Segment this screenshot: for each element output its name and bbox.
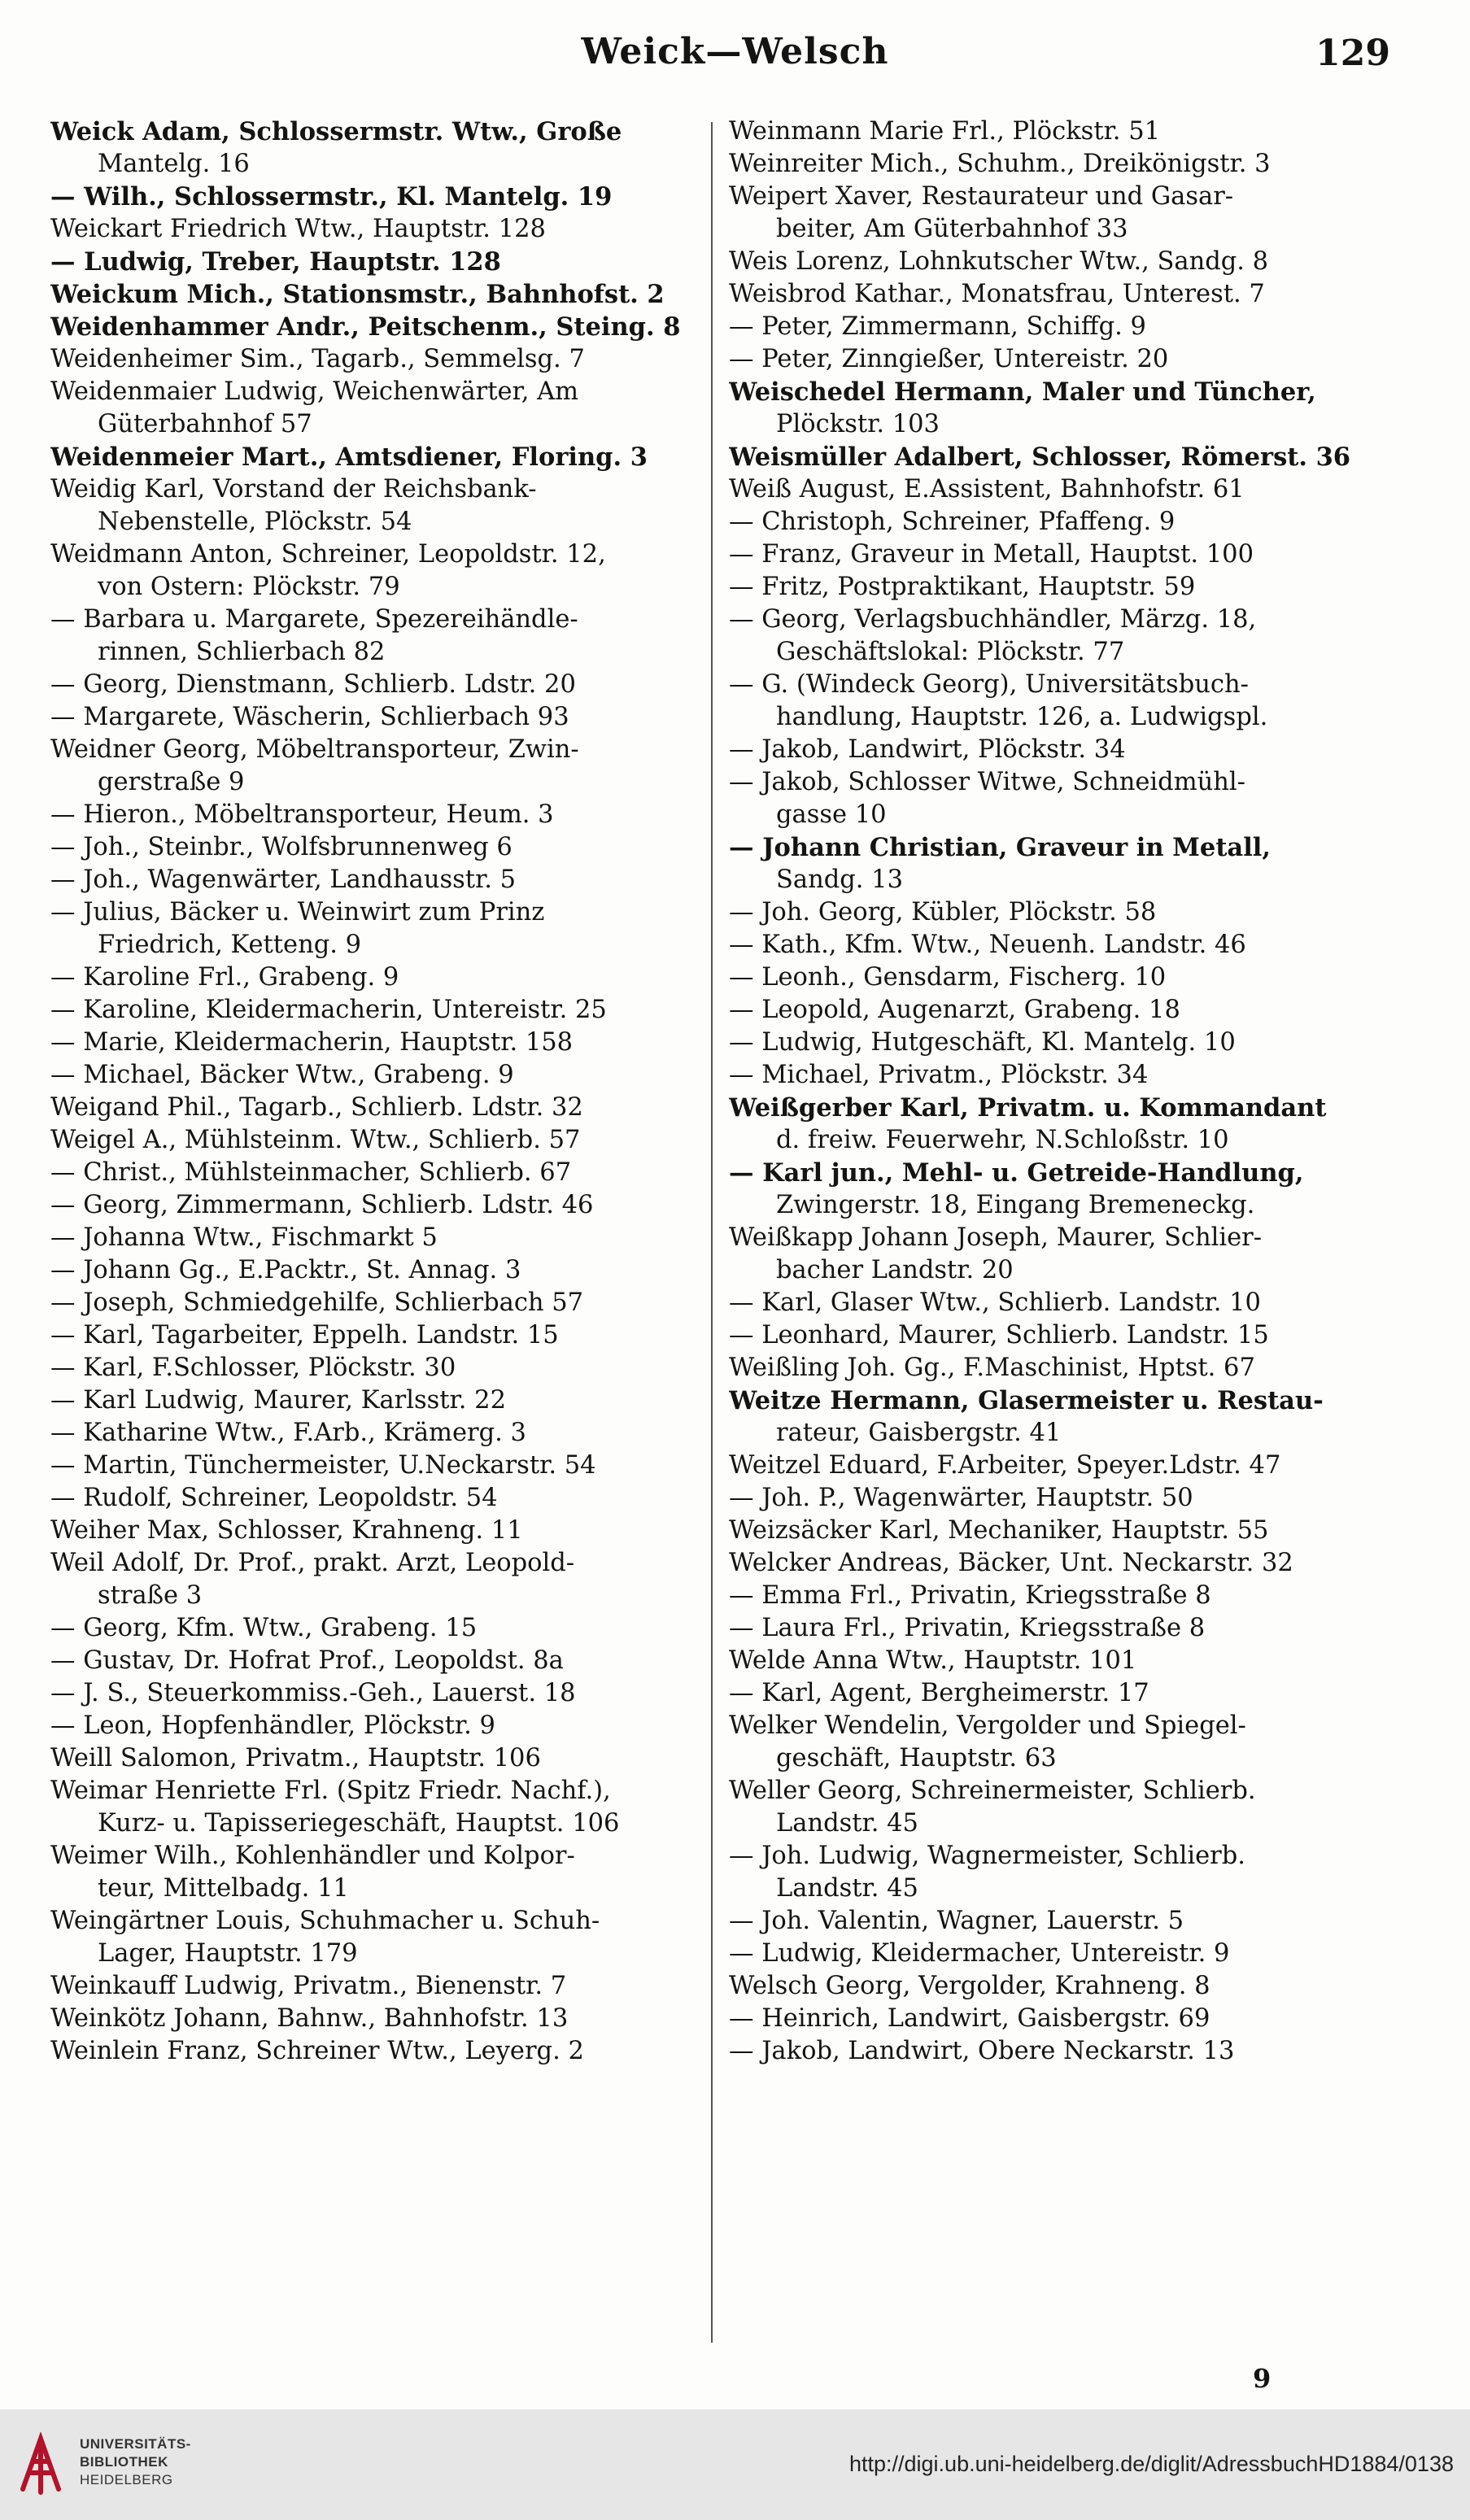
directory-entry-line	[729, 2035, 1401, 2068]
directory-entry-line	[50, 1710, 718, 1742]
entry-text: Zwingerstr. 18, Eingang Bremeneckg.	[776, 1191, 1255, 1219]
directory-entry-line	[50, 1873, 718, 1905]
directory-entry-line	[50, 961, 718, 994]
directory-entry-line	[50, 1775, 718, 1807]
page-number: 129	[1315, 33, 1390, 74]
entry-text: Weick Adam, Schlossermstr. Wtw., Große	[50, 117, 622, 146]
directory-entry-line	[50, 506, 718, 538]
entry-text: — Karoline Frl., Grabeng. 9	[50, 963, 399, 992]
entry-text: Weinmann Marie Frl., Plöckstr. 51	[729, 117, 1161, 146]
right-column	[729, 116, 1401, 2344]
directory-entry-line	[50, 1645, 718, 1677]
entry-text: — Wilh., Schlossermstr., Kl. Mantelg. 19	[50, 182, 613, 211]
entry-text: handlung, Hauptstr. 126, a. Ludwigspl.	[776, 703, 1268, 731]
entry-text: Mantelg. 16	[98, 150, 250, 178]
directory-entry-line	[729, 1384, 1401, 1417]
directory-entry-line	[50, 473, 718, 506]
directory-entry-line	[729, 636, 1401, 669]
directory-entry-line	[729, 604, 1401, 636]
entry-text: rinnen, Schlierbach 82	[98, 638, 386, 666]
entry-text: — Johann Christian, Graveur in Metall,	[729, 833, 1271, 862]
directory-entry-line	[50, 1970, 718, 2003]
directory-entry-line	[50, 441, 718, 473]
entry-text: d. freiw. Feuerwehr, N.Schloßstr. 10	[776, 1126, 1229, 1154]
entry-text: Güterbahnhof 57	[98, 410, 312, 438]
entry-text: — Kath., Kfm. Wtw., Neuenh. Landstr. 46	[729, 931, 1246, 959]
directory-entry-line	[729, 734, 1401, 766]
directory-entry-line	[50, 1287, 718, 1319]
directory-entry-line	[50, 1547, 718, 1580]
directory-entry-line	[729, 1222, 1401, 1254]
directory-entry-line	[729, 1417, 1401, 1450]
entry-text: — Joh. P., Wagenwärter, Hauptstr. 50	[729, 1484, 1193, 1512]
directory-entry-line	[50, 1612, 718, 1645]
entry-text: — Leopold, Augenarzt, Grabeng. 18	[729, 996, 1180, 1024]
directory-entry-line	[50, 2003, 718, 2035]
entry-text: Weizsäcker Karl, Mechaniker, Hauptstr. 55	[729, 1516, 1269, 1545]
entry-text: — Johann Gg., E.Packtr., St. Annag. 3	[50, 1256, 521, 1284]
directory-entry-line	[729, 669, 1401, 701]
university-seal-icon[interactable]	[18, 2432, 63, 2497]
entry-text: Weidmann Anton, Schreiner, Leopoldstr. 12,	[50, 540, 606, 569]
entry-text: — Margarete, Wäscherin, Schlierbach 93	[50, 703, 569, 731]
entry-text: — Ludwig, Kleidermacher, Untereistr. 9	[729, 1939, 1230, 1968]
entry-text: Weidenheimer Sim., Tagarb., Semmelsg. 7	[50, 345, 585, 373]
directory-entry-line	[50, 1840, 718, 1873]
directory-entry-line	[729, 343, 1401, 376]
entry-text: — Hieron., Möbeltransporteur, Heum. 3	[50, 800, 554, 829]
logo-line: UNIVERSITÄTS-	[80, 2436, 191, 2452]
entry-text: Weill Salomon, Privatm., Hauptstr. 106	[50, 1744, 541, 1772]
entry-text: — G. (Windeck Georg), Universitätsbuch-	[729, 670, 1249, 699]
entry-text: — Franz, Graveur in Metall, Hauptst. 100	[729, 540, 1254, 569]
directory-entry-line	[50, 246, 718, 278]
directory-entry-line	[729, 1775, 1401, 1807]
entry-text: — Katharine Wtw., F.Arb., Krämerg. 3	[50, 1419, 526, 1447]
directory-entry-line	[50, 766, 718, 799]
directory-entry-line	[729, 929, 1401, 961]
entry-text: von Ostern: Plöckstr. 79	[98, 573, 400, 601]
entry-text: Landstr. 45	[776, 1874, 918, 1903]
entry-text: Weimar Henriette Frl. (Spitz Friedr. Nachf.),	[50, 1777, 611, 1805]
entry-text: — Georg, Kfm. Wtw., Grabeng. 15	[50, 1614, 478, 1642]
directory-entry-line	[50, 148, 718, 181]
entry-text: — Heinrich, Landwirt, Gaisbergstr. 69	[729, 2004, 1210, 2033]
entry-text: Welcker Andreas, Bäcker, Unt. Neckarstr. 32	[729, 1549, 1293, 1577]
directory-entry-line	[50, 311, 718, 343]
directory-entry-line	[50, 116, 718, 148]
entry-text: Weidenhammer Andr., Peitschenm., Steing. 8	[50, 312, 681, 342]
directory-entry-line	[729, 1157, 1401, 1189]
entry-text: Weißkapp Johann Joseph, Maurer, Schlier-	[729, 1223, 1263, 1252]
directory-entry-line	[50, 181, 718, 213]
directory-entry-line	[50, 799, 718, 831]
entry-text: Weinreiter Mich., Schuhm., Dreikönigstr. 3	[729, 150, 1271, 178]
directory-entry-line	[729, 148, 1401, 181]
directory-entry-line	[50, 929, 718, 961]
directory-entry-line	[50, 2035, 718, 2068]
entry-text: Weiher Max, Schlosser, Krahneng. 11	[50, 1516, 523, 1545]
directory-entry-line	[50, 1157, 718, 1189]
entry-text: gerstraße 9	[98, 768, 245, 796]
entry-text: — Karoline, Kleidermacherin, Untereistr. 25	[50, 996, 607, 1024]
directory-entry-line	[729, 311, 1401, 343]
directory-entry-line	[729, 571, 1401, 604]
entry-text: Weinlein Franz, Schreiner Wtw., Leyerg. 2	[50, 2037, 584, 2065]
directory-entry-line	[729, 1287, 1401, 1319]
entry-text: straße 3	[98, 1581, 203, 1610]
directory-entry-line	[50, 376, 718, 408]
entry-text: Kurz- u. Tapisseriegeschäft, Hauptst. 106	[98, 1809, 620, 1838]
entry-text: — J. S., Steuerkommiss.-Geh., Lauerst. 18	[50, 1679, 576, 1707]
directory-entry-line	[729, 1645, 1401, 1677]
entry-text: — Joh., Steinbr., Wolfsbrunnenweg 6	[50, 833, 513, 861]
directory-entry-line	[50, 1319, 718, 1352]
entry-text: Welsch Georg, Vergolder, Krahneng. 8	[729, 1972, 1210, 2000]
directory-entry-line	[729, 116, 1401, 148]
entry-text: Weidenmaier Ludwig, Weichenwärter, Am	[50, 377, 579, 406]
directory-entry-line	[50, 1417, 718, 1450]
entry-text: — Karl Ludwig, Maurer, Karlsstr. 22	[50, 1386, 506, 1415]
entry-text: Weißling Joh. Gg., F.Maschinist, Hptst. 67	[729, 1354, 1255, 1382]
directory-entry-line	[50, 636, 718, 669]
directory-entry-line	[729, 766, 1401, 799]
entry-text: Lager, Hauptstr. 179	[98, 1939, 358, 1968]
directory-entry-line	[729, 1873, 1401, 1905]
entry-text: bacher Landstr. 20	[776, 1256, 1014, 1284]
left-column	[50, 116, 718, 2344]
directory-entry-line	[50, 1254, 718, 1287]
entry-text: — Ludwig, Hutgeschäft, Kl. Mantelg. 10	[729, 1028, 1236, 1057]
directory-entry-line	[729, 473, 1401, 506]
entry-text: Weigand Phil., Tagarb., Schlierb. Ldstr. 32	[50, 1093, 583, 1122]
directory-entry-line	[50, 1580, 718, 1612]
directory-entry-line	[50, 1677, 718, 1710]
entry-text: Weller Georg, Schreinermeister, Schlierb.	[729, 1777, 1256, 1805]
directory-entry-line	[729, 1027, 1401, 1059]
directory-entry-line	[729, 1482, 1401, 1515]
entry-text: Weiß August, E.Assistent, Bahnhofstr. 61	[729, 475, 1245, 504]
entry-text: Weidenmeier Mart., Amtsdiener, Floring. 3	[50, 443, 648, 472]
entry-text: — Joh. Valentin, Wagner, Lauerstr. 5	[729, 1907, 1184, 1935]
entry-text: — Peter, Zimmermann, Schiffg. 9	[729, 312, 1146, 341]
entry-text: Weismüller Adalbert, Schlosser, Römerst. 36	[729, 443, 1351, 472]
directory-entry-line	[50, 1384, 718, 1417]
entry-text: Weickum Mich., Stationsmstr., Bahnhofst. 2	[50, 280, 665, 309]
entry-text: — Georg, Zimmermann, Schlierb. Ldstr. 46	[50, 1191, 594, 1219]
entry-text: — Ludwig, Treber, Hauptstr. 128	[50, 247, 501, 277]
directory-entry-line	[50, 1124, 718, 1157]
directory-entry-line	[729, 2003, 1401, 2035]
directory-entry-line	[729, 376, 1401, 408]
source-url-link[interactable]: http://digi.ub.uni-heidelberg.de/diglit/AdressbuchHD1884/0138	[848, 2452, 1454, 2476]
entry-text: — Jakob, Landwirt, Obere Neckarstr. 13	[729, 2037, 1235, 2065]
entry-text: Welde Anna Wtw., Hauptstr. 101	[729, 1646, 1137, 1675]
entry-text: Weidner Georg, Möbeltransporteur, Zwin-	[50, 735, 579, 764]
entry-text: Weischedel Hermann, Maler und Tüncher,	[729, 377, 1316, 407]
entry-text: — Joh. Georg, Kübler, Plöckstr. 58	[729, 898, 1157, 926]
entry-text: — Leonh., Gensdarm, Fischerg. 10	[729, 963, 1167, 992]
entry-text: — Christoph, Schreiner, Pfaffeng. 9	[729, 508, 1176, 536]
directory-entry-line	[729, 441, 1401, 473]
directory-entry-line	[729, 864, 1401, 896]
directory-entry-line	[729, 1124, 1401, 1157]
directory-entry-line	[50, 1807, 718, 1840]
viewer-footer	[0, 2409, 1470, 2520]
entry-text: — Julius, Bäcker u. Weinwirt zum Prinz	[50, 898, 545, 926]
directory-entry-line	[729, 1938, 1401, 1970]
entry-text: — Gustav, Dr. Hofrat Prof., Leopoldst. 8a	[50, 1646, 564, 1675]
entry-text: Geschäftslokal: Plöckstr. 77	[776, 638, 1125, 666]
entry-text: Weimer Wilh., Kohlenhändler und Kolpor-	[50, 1842, 575, 1870]
directory-entry-line	[729, 1059, 1401, 1092]
entry-text: — Marie, Kleidermacherin, Hauptstr. 158	[50, 1028, 574, 1057]
entry-text: — Joh. Ludwig, Wagnermeister, Schlierb.	[729, 1842, 1245, 1870]
entry-text: — Karl, Tagarbeiter, Eppelh. Landstr. 15	[50, 1321, 559, 1349]
entry-text: — Michael, Bäcker Wtw., Grabeng. 9	[50, 1061, 514, 1089]
directory-entry-line	[50, 1092, 718, 1124]
entry-text: — Joh., Wagenwärter, Landhausstr. 5	[50, 865, 517, 894]
entry-text: Friedrich, Ketteng. 9	[98, 931, 362, 959]
entry-text: Weißgerber Karl, Privatm. u. Kommandant	[729, 1093, 1327, 1123]
directory-entry-line	[50, 896, 718, 929]
entry-text: — Rudolf, Schreiner, Leopoldstr. 54	[50, 1484, 498, 1512]
entry-text: — Martin, Tünchermeister, U.Neckarstr. 54	[50, 1451, 596, 1480]
directory-entry-line	[729, 1319, 1401, 1352]
directory-entry-line	[50, 1742, 718, 1775]
column-divider	[711, 122, 713, 2343]
entry-text: Weingärtner Louis, Schuhmacher u. Schuh-	[50, 1907, 600, 1935]
entry-text: rateur, Gaisbergstr. 41	[776, 1419, 1062, 1447]
entry-text: gasse 10	[776, 800, 887, 829]
directory-entry-line	[729, 1677, 1401, 1710]
entry-text: — Georg, Verlagsbuchhändler, Märzg. 18,	[729, 605, 1257, 634]
directory-entry-line	[729, 1254, 1401, 1287]
entry-text: — Laura Frl., Privatin, Kriegsstraße 8	[729, 1614, 1206, 1642]
running-title: Weick—Welsch	[581, 31, 889, 72]
directory-entry-line	[50, 831, 718, 864]
entry-text: — Karl, F.Schlosser, Plöckstr. 30	[50, 1354, 456, 1382]
entry-text: Weinkauff Ludwig, Privatm., Bienenstr. 7	[50, 1972, 567, 2000]
entry-text: — Karl, Glaser Wtw., Schlierb. Landstr. 10	[729, 1288, 1261, 1317]
directory-entry-line	[50, 343, 718, 376]
entry-text: Weil Adolf, Dr. Prof., prakt. Arzt, Leopold-	[50, 1549, 575, 1577]
entry-text: Plöckstr. 103	[776, 410, 940, 438]
directory-entry-line	[729, 1905, 1401, 1938]
entry-text: — Fritz, Postpraktikant, Hauptstr. 59	[729, 573, 1196, 601]
directory-entry-line	[50, 278, 718, 311]
directory-entry-line	[50, 1059, 718, 1092]
directory-entry-line	[50, 571, 718, 604]
directory-entry-line	[50, 994, 718, 1027]
entry-text: — Barbara u. Margarete, Spezereihändle-	[50, 605, 578, 634]
entry-text: — Jakob, Landwirt, Plöckstr. 34	[729, 735, 1126, 764]
directory-entry-line	[50, 1189, 718, 1222]
directory-entry-line	[729, 831, 1401, 864]
entry-text: — Jakob, Schlosser Witwe, Schneidmühl-	[729, 768, 1245, 796]
entry-text: Weickart Friedrich Wtw., Hauptstr. 128	[50, 215, 546, 243]
entry-text: — Johanna Wtw., Fischmarkt 5	[50, 1223, 438, 1252]
directory-entry-line	[50, 408, 718, 441]
directory-entry-line	[729, 896, 1401, 929]
directory-entry-line	[50, 669, 718, 701]
entry-text: Weis Lorenz, Lohnkutscher Wtw., Sandg. 8	[729, 247, 1269, 276]
entry-text: — Peter, Zinngießer, Untereistr. 20	[729, 345, 1169, 373]
directory-entry-line	[50, 1938, 718, 1970]
logo-line: BIBLIOTHEK	[80, 2454, 168, 2470]
entry-text: Weitze Hermann, Glasermeister u. Restau-	[729, 1386, 1324, 1415]
directory-entry-line	[729, 1092, 1401, 1124]
entry-text: — Georg, Dienstmann, Schlierb. Ldstr. 20	[50, 670, 576, 699]
directory-entry-line	[729, 408, 1401, 441]
directory-entry-line	[50, 701, 718, 734]
directory-entry-line	[50, 734, 718, 766]
entry-text: — Emma Frl., Privatin, Kriegsstraße 8	[729, 1581, 1211, 1610]
directory-entry-line	[729, 701, 1401, 734]
directory-entry-line	[729, 1807, 1401, 1840]
directory-entry-line	[729, 1612, 1401, 1645]
directory-entry-line	[50, 1352, 718, 1384]
entry-text: Nebenstelle, Plöckstr. 54	[98, 508, 412, 536]
directory-entry-line	[50, 1515, 718, 1547]
directory-entry-line	[729, 246, 1401, 278]
directory-entry-line	[50, 1450, 718, 1482]
directory-entry-line	[729, 1580, 1401, 1612]
directory-entry-line	[729, 1742, 1401, 1775]
directory-entry-line	[50, 538, 718, 571]
directory-entry-line	[50, 213, 718, 246]
entry-text: Sandg. 13	[776, 865, 903, 894]
entry-text: Weidig Karl, Vorstand der Reichsbank-	[50, 475, 537, 504]
entry-text: Weipert Xaver, Restaurateur und Gasar-	[729, 182, 1234, 211]
entry-text: — Leonhard, Maurer, Schlierb. Landstr. 15	[729, 1321, 1269, 1349]
directory-entry-line	[50, 1222, 718, 1254]
entry-text: Weisbrod Kathar., Monatsfrau, Unterest. 7	[729, 280, 1265, 308]
entry-text: geschäft, Hauptstr. 63	[776, 1744, 1057, 1772]
directory-entry-line	[729, 213, 1401, 246]
library-logo-text[interactable]	[80, 2435, 191, 2489]
entry-text: teur, Mittelbadg. 11	[98, 1874, 349, 1903]
entry-text: Landstr. 45	[776, 1809, 918, 1838]
directory-entry-line	[50, 604, 718, 636]
entry-text: Weinkötz Johann, Bahnw., Bahnhofstr. 13	[50, 2004, 569, 2033]
directory-entry-line	[50, 1905, 718, 1938]
directory-entry-line	[729, 1352, 1401, 1384]
directory-entry-line	[50, 864, 718, 896]
entry-text: Weigel A., Mühlsteinm. Wtw., Schlierb. 57	[50, 1126, 581, 1154]
entry-text: — Karl jun., Mehl- u. Getreide-Handlung,	[729, 1158, 1304, 1188]
directory-entry-line	[729, 994, 1401, 1027]
entry-text: Welker Wendelin, Vergolder und Spiegel-	[729, 1711, 1246, 1740]
entry-text: — Leon, Hopfenhändler, Plöckstr. 9	[50, 1711, 495, 1740]
directory-entry-line	[729, 278, 1401, 311]
directory-entry-line	[729, 1450, 1401, 1482]
directory-entry-line	[729, 1970, 1401, 2003]
logo-line: HEIDELBERG	[80, 2472, 173, 2487]
signature-mark: 9	[1253, 2363, 1272, 2394]
directory-entry-line	[729, 1547, 1401, 1580]
entry-text: — Michael, Privatm., Plöckstr. 34	[729, 1061, 1149, 1089]
page-header	[0, 23, 1470, 96]
directory-entry-line	[729, 538, 1401, 571]
directory-entry-line	[729, 799, 1401, 831]
directory-entry-line	[729, 1840, 1401, 1873]
directory-entry-line	[50, 1027, 718, 1059]
entry-text: beiter, Am Güterbahnhof 33	[776, 215, 1128, 243]
directory-entry-line	[729, 1710, 1401, 1742]
entry-text: — Karl, Agent, Bergheimerstr. 17	[729, 1679, 1149, 1707]
entry-text: — Christ., Mühlsteinmacher, Schlierb. 67	[50, 1158, 572, 1187]
entry-text: Weitzel Eduard, F.Arbeiter, Speyer.Ldstr. 47	[729, 1451, 1281, 1480]
directory-entry-line	[729, 1189, 1401, 1222]
directory-entry-line	[729, 1515, 1401, 1547]
entry-text: — Joseph, Schmiedgehilfe, Schlierbach 57	[50, 1288, 584, 1317]
directory-entry-line	[729, 181, 1401, 213]
directory-entry-line	[729, 961, 1401, 994]
directory-entry-line	[729, 506, 1401, 538]
directory-entry-line	[50, 1482, 718, 1515]
